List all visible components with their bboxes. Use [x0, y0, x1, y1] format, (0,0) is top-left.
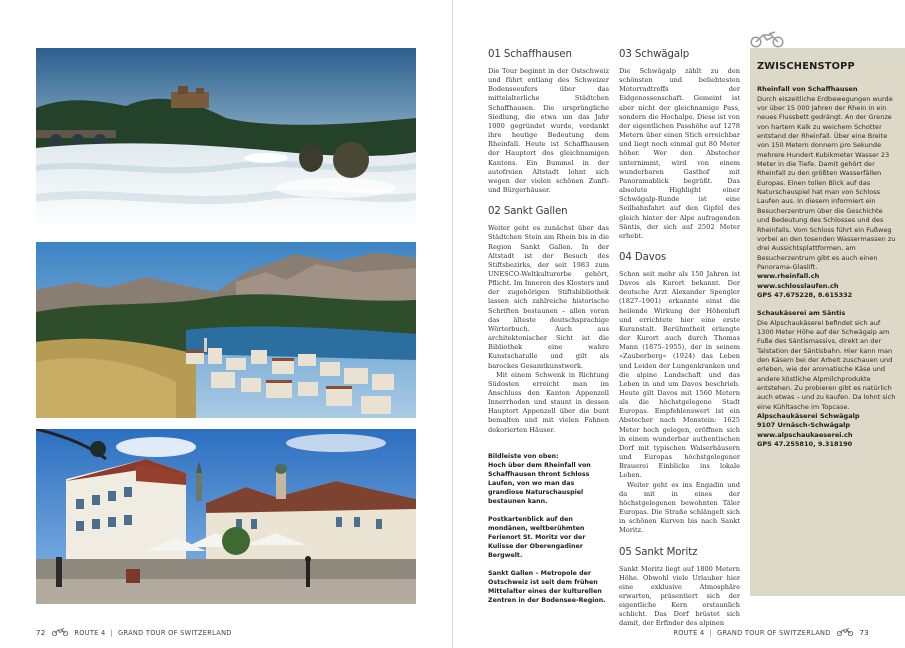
rheinfall-entry-text: Durch eiszeitliche Erdbewegungen wurde vor über 15 000 Jahren der Rhein in ein neues Flussbett gedrängt. An der Grenze von hartem Kalk zu weichem Schotter entstand der Rheinfall. Über eine Breite von 150 Metern donnern pro Sekunde mehrere Hundert Kubikmeter Wasser 23 Meter in die Tiefe. Damit gehört der Rheinfall zu den größten Wasserfällen Europas. Einen tollen Blick auf das Naturschauspiel hat man von Schloss Laufen aus. In diesem informiert ein Besucherzentrum über die Geschichte und Bedeutung des Schlosses und des Rheinfalls. Vom Schloss führt ein Fußweg vorbei an den tosenden Wassermassen zu drei Aussichtsplattformen, am Besucherzentrum gibt es auch einen Panorama-Glaslift.: [757, 94, 896, 271]
section-title-davos: 04 Davos: [619, 251, 667, 263]
schaffhausen-paragraph: Die Tour beginnt in der Ostschweiz und führt entlang des Schweizer Bodenseeufers über das mittelalterliche Städtchen Schaffhausen. Die ursprüngliche Siedlung, die etwa um das Jahr 1000 gegründet wurde, verdankt ihre heutige Bedeutung dem Rheinfall. Heute ist Schaffhausen der Hauptort des gleichnamigen Kantons. Ein Bummel in der autofreien Altstadt lohnt sich wegen der vielen schönen Zunft- und Bürgerhäuser.: [488, 67, 609, 195]
davos-paragraph-1: Schon seit mehr als 150 Jahren ist Davos als Kurort bekannt. Der deutsche Arzt Alexander Spengler (1827–1901) erkannte einst die heilende Wirkung der Höhenluft und errichtete hier eine erste Kuranstalt. Berühmtheit erlangte der Kurort auch durch Thomas Mann (1875–1955), der in seinem »Zauberberg« (1924) das Leben und Leiden der Lungenkranken und die alpine Landschaft und das Leben in und um Davos beschrieb. Heute gilt Davos mit 1560 Metern als die höchstgelegene Stadt Europas. Empfehlenswert ist ein Abstecher nach Monstein: 1625 Meter hoch gelegen, eröffnen sich in einem wunderbar authentischen Dorf mit typischen Walserhäusern und Europas höchstgelegener Brauerei Einblicke ins lokale Leben.: [619, 269, 740, 480]
right-footer: ROUTE 4 | GRAND TOUR OF SWITZERLAND 73: [673, 629, 869, 637]
zwischenstopp-heading: ZWISCHENSTOPP: [757, 61, 855, 72]
caption-sankt-gallen: Sankt Gallen – Metropole der Ostschweiz ist seit dem frühen Mittelalter eines der kulturellen Zentren in der Bodensee-Region.: [488, 570, 606, 604]
rheinfall-photo: [36, 48, 416, 230]
right-book-title: GRAND TOUR OF SWITZERLAND: [717, 629, 831, 637]
text-column-1: [488, 48, 609, 435]
motorcycle-icon: [836, 627, 854, 636]
left-book-title: GRAND TOUR OF SWITZERLAND: [118, 629, 232, 637]
schlosslaufen-link[interactable]: www.schlosslaufen.ch: [757, 281, 839, 290]
st-moritz-photo: [36, 242, 416, 418]
text-column-2: [619, 48, 740, 629]
rheinfall-link[interactable]: www.rheinfall.ch: [757, 272, 820, 281]
left-route-label: ROUTE 4: [74, 629, 106, 637]
section-title-sankt-gallen: 02 Sankt Gallen: [488, 206, 568, 218]
caption-rheinfall: Bildleiste von oben: Hoch über dem Rheinfall von Schaffhausen thront Schloss Laufen, von wo man das grandiose Naturschauspiel bestaunen kann.: [488, 453, 591, 505]
saentis-gps: GPS 47.255810, 9.318190: [757, 440, 853, 449]
sankt-gallen-paragraph-1: Weiter geht es zunächst über das Städtchen Stein am Rhein bis in die Region Sankt Gallen. In der Altstadt ist der Besuch des Stiftsbezirks, der seit 1983 zum UNESCO-Weltkulturerbe gehört, Pflicht. Im Inneren des Klosters und der zugehörigen Stiftsbibliothek lassen sich zahlreiche historische Schriften bestaunen – allen voran das älteste deutschsprachige Wörterbuch. Auch aus architektonischer Sicht ist die Bibliothek eine wahre Kunstschatulle und gilt als barockes Gesamtkunstwerk.: [488, 224, 609, 370]
sankt-moritz-paragraph: Sankt Moritz liegt auf 1800 Metern Höhe. Obwohl viele Urlauber hier eine exklusive Atmosphäre erwarten, präsentiert sich der eigentliche Kern erstaunlich schlicht. Das Dorf brüstet sich damit, der Erfinder des alpinen: [619, 564, 740, 628]
schwaegalp-paragraph: Die Schwägalp zählt zu den schönsten und beliebtesten Motorradtreffs der Eidgenossenschaft. Gemeint ist aber nicht der gleichnamige Pass, sondern die Hochalpe. Diese ist von der eigentlichen Passhöhe auf 1278 Metern über einen Stich erreichbar und liegt noch einmal gut 80 Meter höher. Wer den Abstecher unternimmt, wird von einem wunderbaren Gasthof mit Panoramablick begrüßt. Das absolute Highlight einer Schwägalp-Runde ist eine Seilbahnfahrt auf den Gipfel des gleich hinter der Alpe aufragenden Säntis, der sich auf 2502 Meter erhebt.: [619, 67, 740, 240]
right-page-number: 73: [859, 629, 869, 637]
rheinfall-entry-title: Rheinfall von Schaffhausen: [757, 85, 858, 94]
left-footer: 72 ROUTE 4 | GRAND TOUR OF SWITZERLAND: [36, 629, 232, 637]
left-page: [0, 0, 452, 648]
alpschaukaeserei-link[interactable]: www.alpschaukaeserei.ch: [757, 430, 853, 439]
saentis-address-place: 9107 Urnäsch-Schwägalp: [757, 421, 851, 430]
caption-st-moritz: Postkartenblick auf den mondänen, weltberühmten Ferienort St. Moritz vor der Kulisse der Oberengadiner Bergwelt.: [488, 516, 586, 559]
motorcycle-icon: [51, 627, 69, 636]
davos-paragraph-2: Weiter geht es ins Engadin und da mit in eines der höchstgelegenen bewohnten Täler Europas. Die Straße schlängelt sich in schönen Kurven bis nach Sankt Moritz.: [619, 480, 740, 535]
left-page-number: 72: [36, 629, 46, 637]
saentis-address-name: Alpschaukäserei Schwägalp: [757, 412, 860, 421]
sankt-gallen-photo: [36, 429, 416, 604]
section-title-schaffhausen: 01 Schaffhausen: [488, 49, 572, 60]
saentis-entry-title: Schaukäserei am Säntis: [757, 309, 846, 318]
right-page: [453, 0, 905, 648]
rheinfall-gps: GPS 47.675228, 8.615332: [757, 290, 853, 299]
photo-captions: [488, 452, 610, 614]
section-title-sankt-moritz: 05 Sankt Moritz: [619, 546, 698, 558]
sankt-gallen-paragraph-2: Mit einem Schwenk in Richtung Südosten erreicht man im Anschluss den Kanton Appenzell Innerrhoden und staunt in dessen Hauptort Appenzell über die bunt bemalten und mit vielen Fahnen dekorierten Häuser.: [488, 370, 609, 434]
motorcycle-icon: [749, 30, 785, 48]
right-route-label: ROUTE 4: [673, 629, 705, 637]
saentis-entry-text: Die Alpschaukäserei befindet sich auf 1300 Meter Höhe auf der Schwägalp am Fuße des Säntismassivs, direkt an der Talstation der Säntisbahn. Hier kann man den Käsern bei der Arbeit zuschauen und erleben, wie der aromatische Käse und andere köstliche Alpmilchprodukte entstehen. Zu probieren gibt es natürlich auch etwas – und zu kaufen. Da lohnt sich eine Kühltasche im Topcase.: [757, 318, 896, 411]
zwischenstopp-box: [750, 48, 905, 596]
section-title-schwaegalp: 03 Schwägalp: [619, 49, 690, 60]
